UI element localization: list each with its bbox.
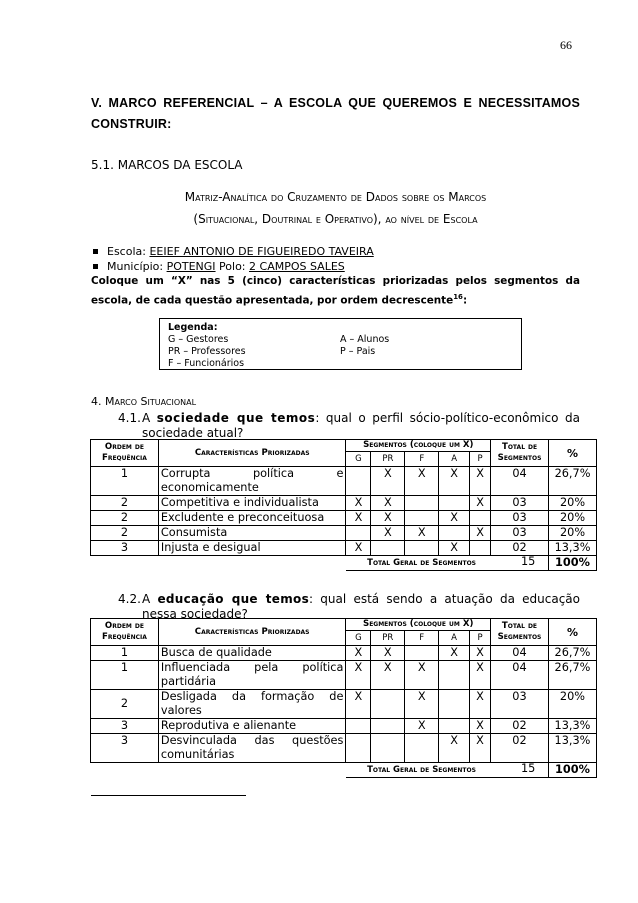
legend-p: P – Pais (340, 346, 376, 357)
legend-g: G – Gestores (168, 334, 229, 345)
school-label: Escola: (107, 245, 150, 258)
cell-g: X (346, 511, 371, 526)
cell-pct: 26,7% (549, 467, 597, 496)
header-ordem: Ordem de Frequência (91, 440, 159, 467)
cell-pr (371, 690, 405, 719)
question-4-1 (118, 411, 580, 441)
matrix-title (91, 186, 580, 230)
question-bold: educação que temos (157, 592, 310, 606)
cell-p: X (470, 661, 491, 690)
cell-pr: X (371, 467, 405, 496)
municipality-line (91, 260, 345, 273)
cell-pr (371, 734, 405, 763)
cell-ordem: 1 (91, 646, 159, 661)
question-pre: A (142, 411, 157, 425)
matrix-title-line1: Matriz-Analítica do Cruzamento de Dados sobre os Marcos (184, 190, 487, 204)
instruction-end: : (462, 294, 468, 307)
cell-a (439, 496, 470, 511)
cell-caract: Reprodutiva e alienante (158, 719, 346, 734)
cell-f (405, 541, 439, 556)
section-4-title: 4. Marco Situacional (91, 395, 197, 408)
page-number: 66 (560, 38, 572, 52)
cell-pr: X (371, 496, 405, 511)
cell-caract: Competitiva e individualista (158, 496, 346, 511)
school-line (91, 245, 374, 258)
cell-a (439, 719, 470, 734)
cell-ordem: 2 (91, 511, 159, 526)
question-post: : qual está sendo a atuação da educação nessa sociedade? (142, 592, 581, 621)
total-label: Total Geral de Segmentos (346, 763, 549, 778)
cell-caract: Influenciada pela política partidária (158, 661, 346, 690)
cell-pct: 26,7% (548, 646, 596, 661)
header-caracteristicas: Características Priorizadas (158, 619, 346, 646)
table-row (91, 511, 597, 526)
legend-title: Legenda: (168, 322, 218, 333)
table-row (91, 690, 597, 719)
cell-g: X (346, 690, 371, 719)
cell-f (405, 511, 439, 526)
cell-pct: 13,3% (548, 719, 596, 734)
cell-caract: Excludente e preconceituosa (158, 511, 346, 526)
header-a: A (439, 631, 470, 646)
cell-pr (371, 541, 405, 556)
cell-a: X (439, 646, 470, 661)
cell-f: X (405, 467, 439, 496)
header-pct: % (549, 440, 597, 467)
cell-pct: 13,3% (549, 541, 597, 556)
cell-f: X (405, 526, 439, 541)
instruction-text (91, 273, 580, 308)
cell-ordem: 3 (91, 719, 159, 734)
table-row (91, 526, 597, 541)
matrix-table-4-2 (90, 618, 597, 778)
total-label: Total Geral de Segmentos (346, 556, 549, 571)
header-ordem: Ordem de Frequência (91, 619, 159, 646)
table-row (91, 646, 597, 661)
bullet-icon (93, 249, 98, 254)
header-pct: % (548, 619, 596, 646)
cell-ordem: 1 (91, 467, 159, 496)
header-total: Total de Segmentos (491, 440, 549, 467)
cell-pr: X (371, 646, 405, 661)
table-row (91, 496, 597, 511)
cell-p: X (470, 690, 491, 719)
question-number: 4.1. (118, 411, 141, 425)
table-row (91, 661, 597, 690)
cell-pct: 20% (549, 496, 597, 511)
header-f: F (405, 631, 439, 646)
table-body-4-2 (91, 646, 597, 778)
bullet-icon (93, 264, 98, 269)
cell-f: X (405, 661, 439, 690)
cell-p: X (470, 646, 491, 661)
table-row (91, 541, 597, 556)
header-p: P (470, 631, 491, 646)
footnote-ref: 16 (453, 293, 463, 301)
cell-a: X (439, 734, 470, 763)
matrix-title-line2: (Situacional, Doutrinal e Operativo), ao nível de Escola (193, 212, 478, 226)
cell-a: X (439, 541, 470, 556)
cell-pct: 20% (548, 690, 596, 719)
header-f: F (405, 452, 439, 467)
cell-p (470, 541, 491, 556)
question-pre: A (142, 592, 158, 606)
municipality-value: POTENGI (166, 260, 216, 273)
instruction-body: Coloque um “X” nas 5 (cinco) características priorizadas pelos segmentos da escola, de cada questão apresentada, por ordem decrescente (91, 275, 580, 307)
matrix-table-4-1 (90, 439, 597, 571)
table-row (91, 719, 597, 734)
cell-g: X (346, 661, 371, 690)
table-row (91, 467, 597, 496)
cell-pct: 20% (549, 526, 597, 541)
cell-g (346, 467, 371, 496)
cell-caract: Injusta e desigual (158, 541, 346, 556)
cell-a (439, 690, 470, 719)
question-post: : qual o perfil sócio-político-econômico da sociedade atual? (142, 411, 580, 440)
legend-a: A – Alunos (340, 334, 390, 345)
cell-pct: 20% (549, 511, 597, 526)
cell-caract: Consumista (158, 526, 346, 541)
cell-total: 04 (491, 646, 549, 661)
cell-total: 04 (491, 467, 549, 496)
footnote-separator (91, 795, 246, 796)
total-spacer (91, 763, 346, 778)
question-bold: sociedade que temos (156, 411, 316, 425)
legend-pr: PR – Professores (168, 346, 246, 357)
cell-total: 02 (491, 719, 549, 734)
cell-g (346, 719, 371, 734)
cell-ordem: 2 (91, 526, 159, 541)
total-spacer (91, 556, 346, 571)
cell-p: X (470, 496, 491, 511)
cell-total: 03 (491, 511, 549, 526)
cell-ordem: 2 (91, 690, 159, 719)
total-value-4-1: 15 (521, 555, 536, 568)
cell-ordem: 2 (91, 496, 159, 511)
cell-caract: Desligada da formação de valores (158, 690, 346, 719)
question-number: 4.2. (118, 592, 141, 606)
cell-pct: 13,3% (548, 734, 596, 763)
polo-label: Polo: (215, 260, 250, 273)
cell-caract: Busca de qualidade (158, 646, 346, 661)
municipality-label: Município: (107, 260, 167, 273)
cell-total: 03 (491, 496, 549, 511)
cell-ordem: 1 (91, 661, 159, 690)
cell-pr: X (371, 511, 405, 526)
cell-f (405, 734, 439, 763)
cell-f: X (405, 719, 439, 734)
subsection-heading: 5.1. MARCOS DA ESCOLA (91, 158, 243, 172)
cell-a (439, 526, 470, 541)
header-a: A (439, 452, 470, 467)
total-pct: 100% (549, 556, 597, 571)
cell-p (470, 511, 491, 526)
cell-pct: 26,7% (548, 661, 596, 690)
cell-g (346, 526, 371, 541)
cell-p: X (470, 734, 491, 763)
header-caracteristicas: Características Priorizadas (158, 440, 346, 467)
legend-box (159, 318, 522, 370)
cell-total: 03 (491, 526, 549, 541)
cell-ordem: 3 (91, 734, 159, 763)
cell-total: 02 (491, 541, 549, 556)
total-value-4-2: 15 (521, 762, 536, 775)
cell-total: 04 (491, 661, 549, 690)
header-segmentos: Segmentos (coloque um X) (346, 619, 491, 631)
table-row (91, 734, 597, 763)
cell-pr: X (371, 526, 405, 541)
header-pr: PR (371, 452, 405, 467)
legend-f: F – Funcionários (168, 358, 245, 369)
cell-f (405, 646, 439, 661)
cell-caract: Desvinculada das questões comunitárias (158, 734, 346, 763)
total-pct: 100% (548, 763, 596, 778)
header-p: P (470, 452, 491, 467)
cell-p: X (470, 526, 491, 541)
cell-total: 03 (491, 690, 549, 719)
cell-g: X (346, 496, 371, 511)
header-pr: PR (371, 631, 405, 646)
cell-pr: X (371, 661, 405, 690)
cell-g: X (346, 646, 371, 661)
header-segmentos: Segmentos (coloque um X) (346, 440, 491, 452)
header-total: Total de Segmentos (491, 619, 549, 646)
cell-ordem: 3 (91, 541, 159, 556)
cell-g (346, 734, 371, 763)
cell-p: X (470, 467, 491, 496)
header-g: G (346, 631, 371, 646)
cell-caract: Corrupta política e economicamente (158, 467, 346, 496)
header-g: G (346, 452, 371, 467)
cell-f (405, 496, 439, 511)
cell-a: X (439, 467, 470, 496)
cell-a: X (439, 511, 470, 526)
cell-total: 02 (491, 734, 549, 763)
cell-g: X (346, 541, 371, 556)
cell-p: X (470, 719, 491, 734)
school-value: EEIEF ANTONIO DE FIGUEIREDO TAVEIRA (149, 245, 374, 258)
polo-value: 2 CAMPOS SALES (249, 260, 345, 273)
cell-pr (371, 719, 405, 734)
cell-a (439, 661, 470, 690)
cell-f: X (405, 690, 439, 719)
section-heading: V. MARCO REFERENCIAL – A ESCOLA QUE QUEREMOS E NECESSITAMOS CONSTRUIR: (91, 96, 580, 131)
